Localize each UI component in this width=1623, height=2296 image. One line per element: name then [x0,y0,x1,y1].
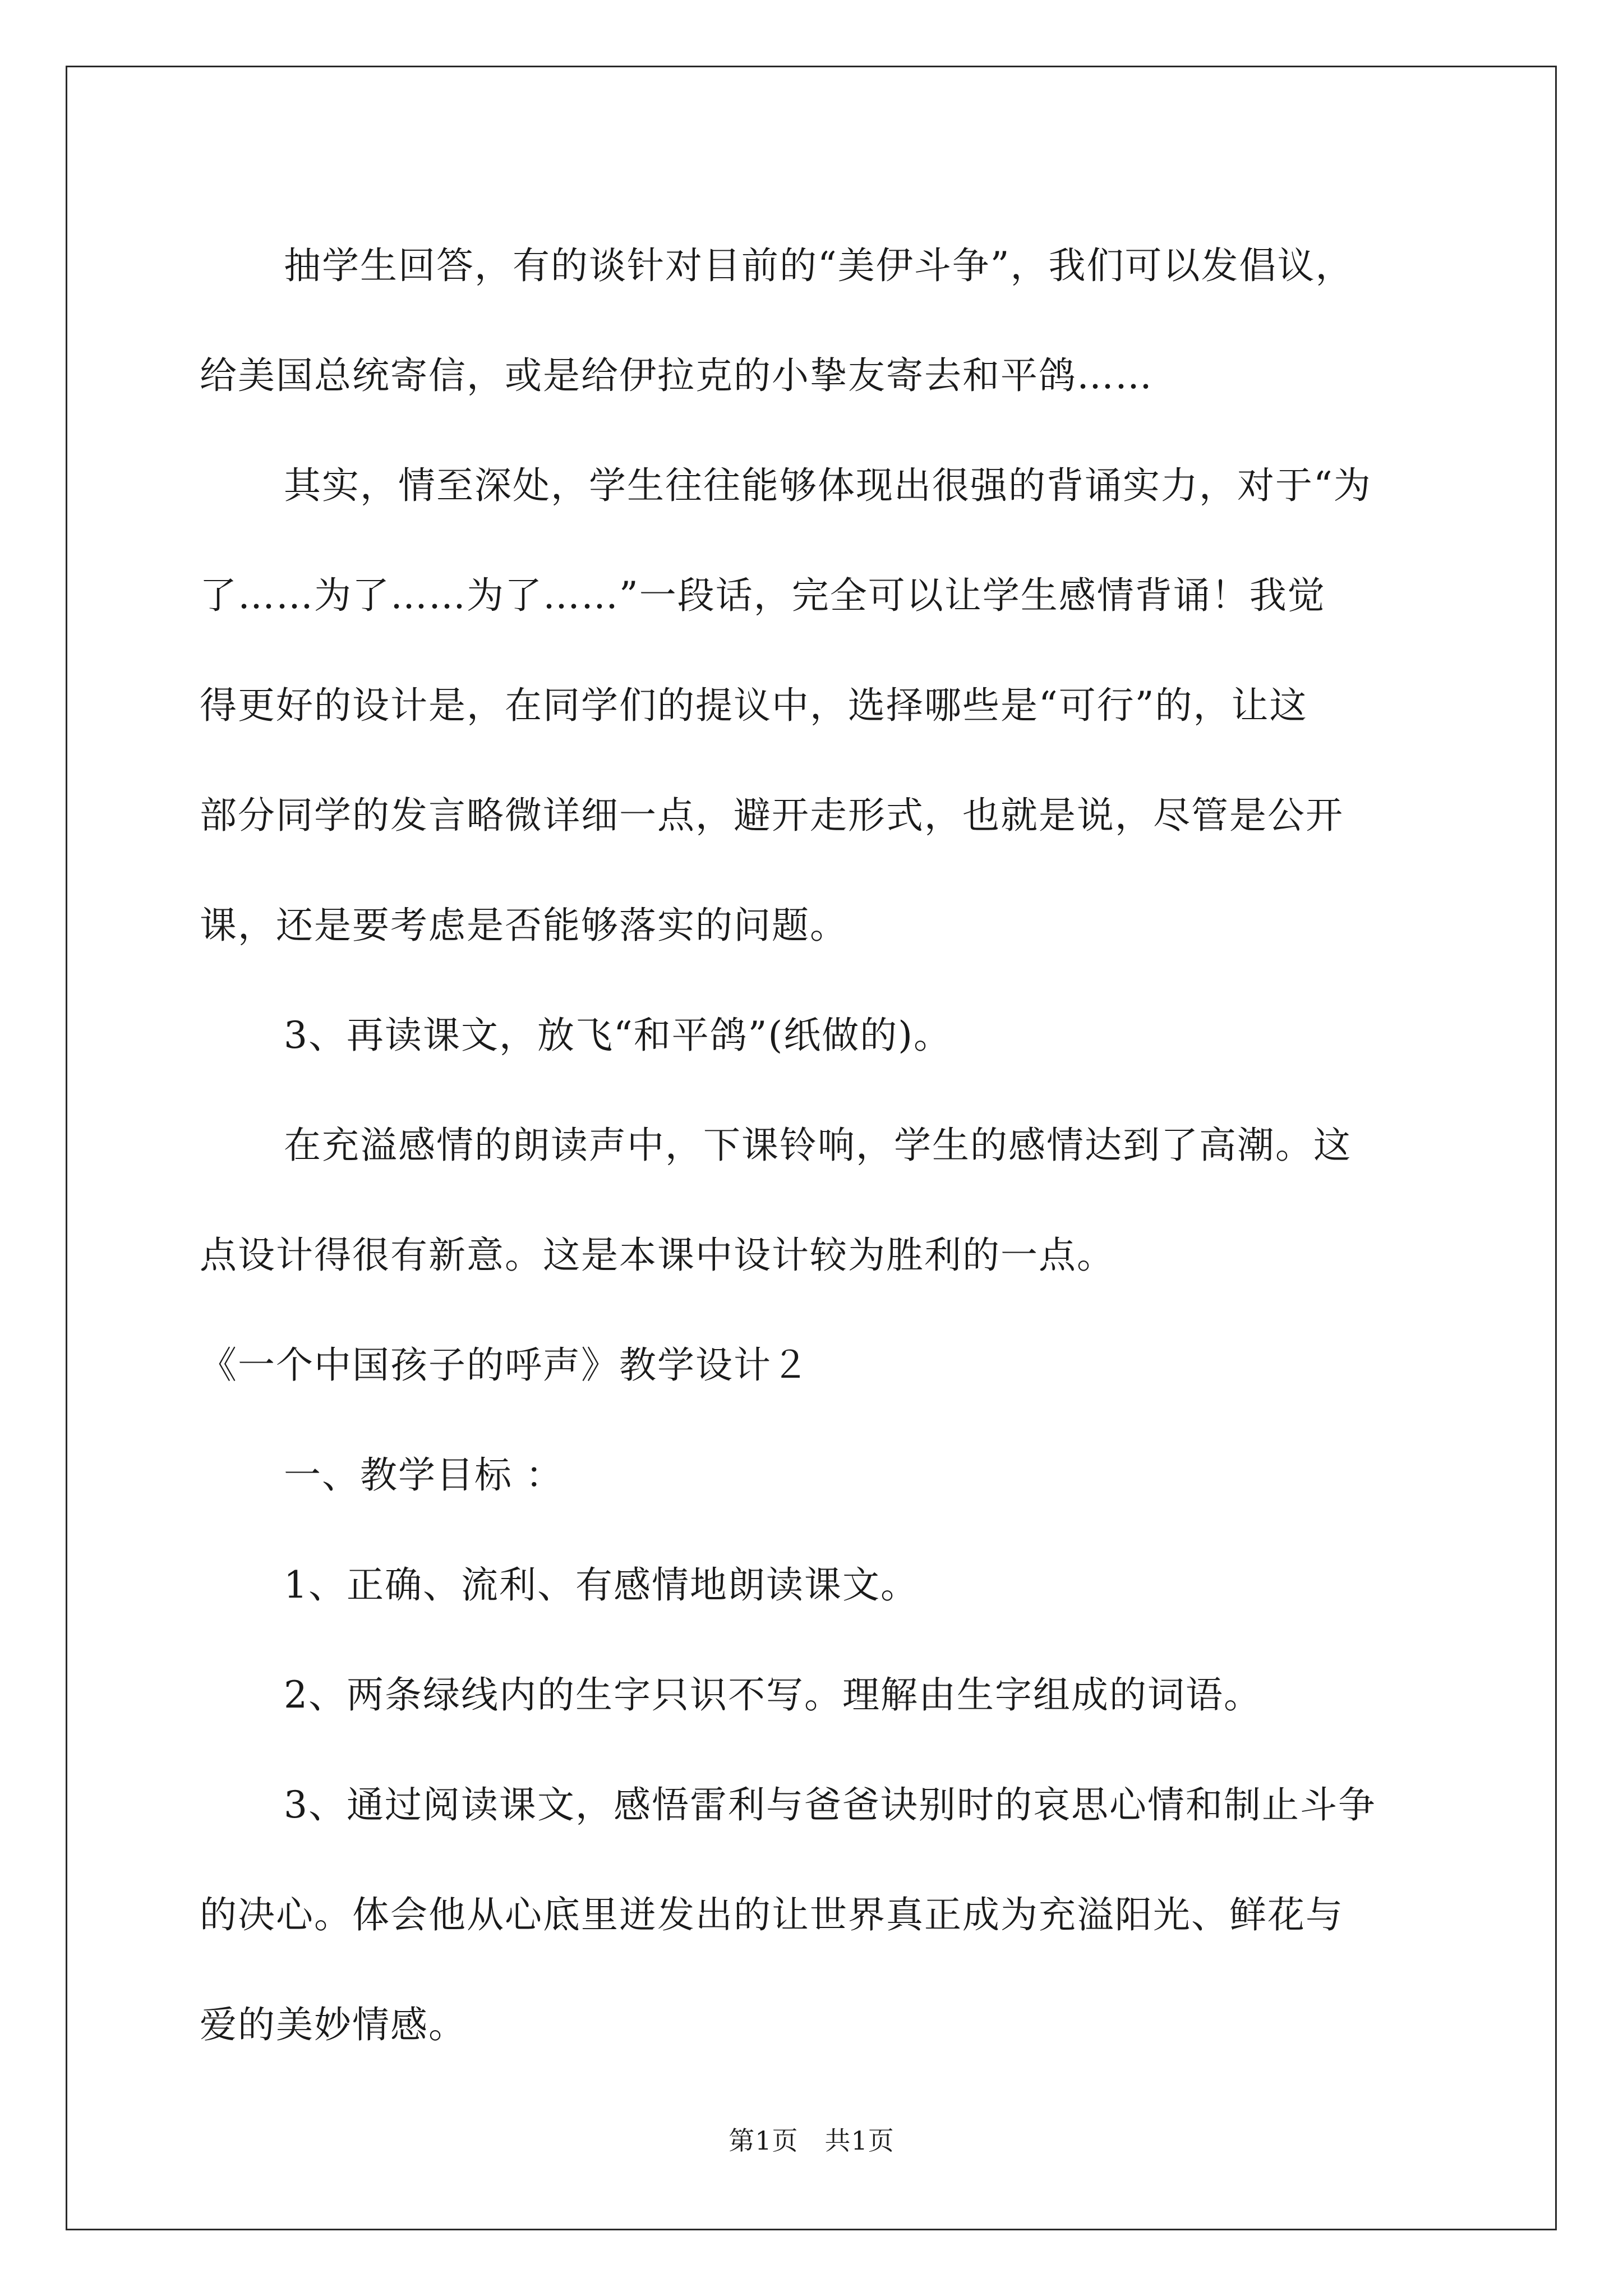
text-line: 在充溢感情的朗读声中，下课铃响，学生的感情达到了高潮。这 [284,1124,1352,1167]
text-line: 课，还是要考虑是否能够落实的问题。 [200,904,848,947]
page-footer [0,2125,1623,2156]
paragraph-2 [200,431,1433,981]
text-line: 一、教学目标 ： [284,1453,564,1497]
paragraph-3 [200,981,1433,1091]
text-line: 1、正确、流利、有感情地朗读课文。 [284,1563,919,1607]
text-line: 给美国总统寄信，或是给伊拉克的小挚友寄去和平鸽…… [200,354,1153,397]
section-title: 《一个中国孩子的呼声》教学设计２ [200,1343,810,1387]
text-line: 了……为了……为了……”一段话，完全可以让学生感情背诵！我觉 [200,574,1326,617]
text-line: 抽学生回答，有的谈针对目前的“美伊斗争”，我们可以发倡议， [284,244,1354,287]
paragraph-7 [200,1640,1433,1750]
paragraph-4 [200,1091,1433,1310]
section-heading [200,1310,1433,1420]
text-line: 点设计得很有新意。这是本课中设计较为胜利的一点。 [200,1234,1115,1277]
text-line: 3、通过阅读课文，感悟雷利与爸爸诀别时的哀思心情和制止斗争 [284,1783,1376,1826]
text-line: 其实，情至深处，学生往往能够体现出很强的背诵实力，对于“为 [284,464,1372,507]
document-body [200,211,1433,2080]
text-line: 爱的美妙情感。 [200,2003,467,2046]
text-line: 3、再读课文，放飞“和平鸽”(纸做的)。 [284,1014,952,1057]
text-line: 2、两条绿线内的生字只识不写。理解由生字组成的词语。 [284,1673,1262,1717]
paragraph-6 [200,1530,1433,1640]
paragraph-1 [200,211,1433,431]
paragraph-5 [200,1420,1433,1530]
text-line: 的决心。体会他从心底里迸发出的让世界真正成为充溢阳光、鲜花与 [200,1893,1344,1936]
text-line: 部分同学的发言略微详细一点，避开走形式，也就是说，尽管是公开 [200,794,1344,837]
page-number: 第1页 共1页 [728,2125,895,2156]
text-line: 得更好的设计是，在同学们的提议中，选择哪些是“可行”的，让这 [200,684,1308,727]
paragraph-8 [200,1750,1433,2080]
